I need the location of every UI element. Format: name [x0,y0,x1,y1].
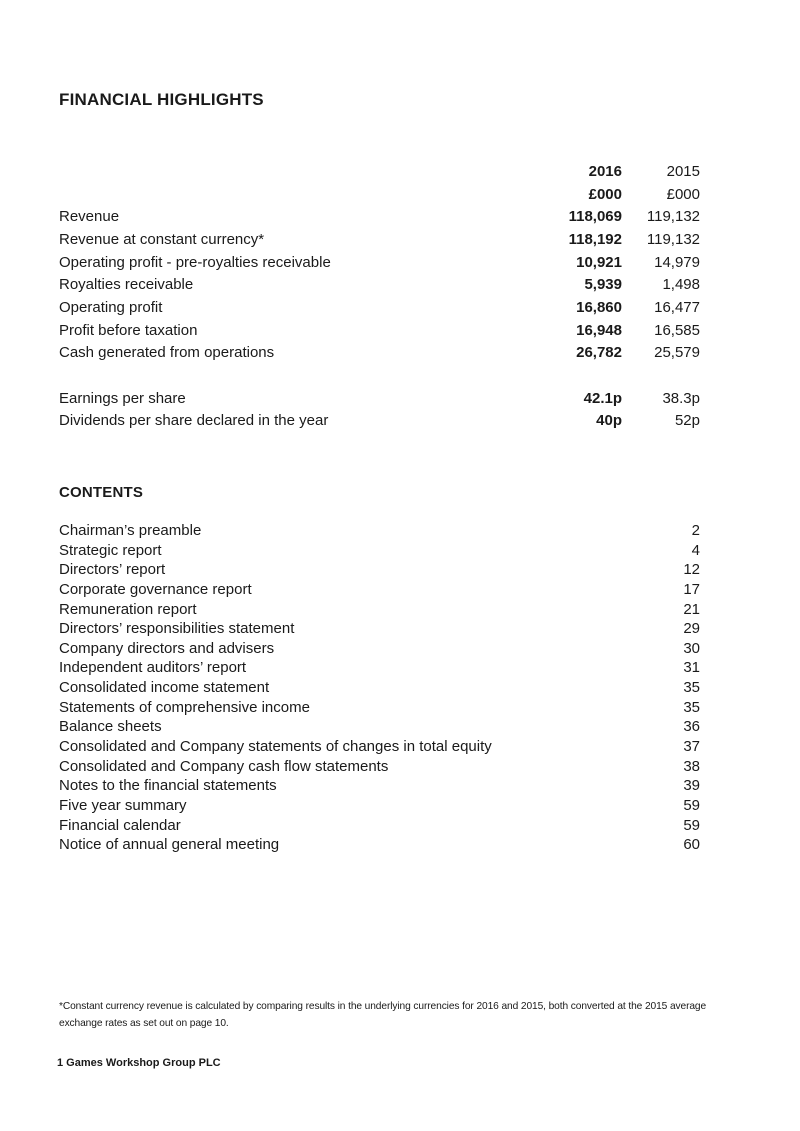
contents-item-page: 60 [683,836,700,854]
contents-item-page: 30 [683,639,700,657]
contents-item-label: Financial calendar [59,816,181,834]
contents-heading: CONTENTS [59,484,144,501]
page-footer: 1 Games Workshop Group PLC [57,1057,221,1069]
row-label: Profit before taxation [59,321,198,339]
table-row [59,251,700,274]
contents-item-label: Notes to the financial statements [59,777,277,795]
row-value-prior: 16,585 [654,321,700,339]
contents-item [59,561,700,581]
contents-item-page: 39 [683,777,700,795]
table-row [59,387,700,410]
row-label: Royalties receivable [59,276,194,294]
table-row [59,342,700,365]
empty-cell [59,183,529,206]
contents-item-page: 38 [683,757,700,775]
contents-item-page: 37 [683,738,700,756]
unit-header-prior: £000 [666,185,700,203]
row-value-current: 118,192 [568,230,622,248]
table-row [59,205,700,228]
contents-item-page: 35 [683,698,700,716]
contents-item-label: Chairman’s preamble [59,522,202,539]
row-value-current: 26,782 [576,344,622,362]
contents-item [59,718,700,738]
contents-item-page: 4 [691,541,700,559]
row-value-current: 42.1p [583,389,622,407]
year-header-current: 2016 [588,162,622,180]
empty-cell [622,364,700,387]
contents-item-label: Consolidated and Company statements of changes in total equity [59,738,492,756]
contents-item [59,679,700,699]
row-value-prior: 16,477 [654,298,700,316]
contents-item [59,542,700,562]
row-value-current: 5,939 [584,276,622,294]
contents-item-page: 31 [683,659,700,677]
table-header-unit-row [59,183,700,206]
table-spacer-row [59,364,700,387]
contents-item-label: Consolidated and Company cash flow statements [59,757,389,775]
row-value-current: 40p [596,412,622,430]
contents-item-page: 12 [683,561,700,579]
contents-item [59,836,700,856]
contents-item-page: 35 [683,679,700,697]
table-header-year-row [59,160,700,183]
contents-item-page: 36 [683,718,700,736]
row-value-prior: 119,132 [646,208,700,226]
contents-item-label: Independent auditors’ report [59,659,247,677]
table-row [59,273,700,296]
contents-item-label: Directors’ responsibilities statement [59,620,295,638]
row-value-prior: 25,579 [654,344,700,362]
row-value-current: 118,069 [568,208,622,226]
contents-item [59,659,700,679]
table-row [59,296,700,319]
contents-item-page: 29 [683,620,700,638]
contents-item-label: Directors’ report [59,561,166,579]
contents-item [59,738,700,758]
financial-highlights-table [59,160,700,432]
unit-header-current: £000 [588,185,622,203]
table-row [59,228,700,251]
contents-item-label: Balance sheets [59,718,162,736]
row-label: Operating profit [59,298,163,316]
contents-item-label: Strategic report [59,541,162,559]
row-value-current: 16,948 [576,321,622,339]
contents-item [59,620,700,640]
contents-item-label: Notice of annual general meeting [59,836,280,854]
row-value-prior: 52p [674,412,700,430]
row-label: Operating profit - pre-royalties receivable [59,253,331,271]
page-title: FINANCIAL HIGHLIGHTS [59,90,264,109]
row-label: Revenue [59,208,120,226]
contents-list [59,522,700,856]
year-header-prior: 2015 [666,162,700,180]
contents-item [59,777,700,797]
table-row [59,410,700,433]
contents-item [59,699,700,719]
row-label: Revenue at constant currency* [59,230,265,248]
empty-cell [529,364,622,387]
row-value-prior: 1,498 [662,276,700,294]
contents-item-label: Consolidated income statement [59,679,270,697]
contents-item-page: 59 [683,796,700,814]
contents-item-label: Remuneration report [59,600,197,618]
contents-item-label: Corporate governance report [59,580,252,598]
contents-item-page: 17 [683,580,700,598]
row-label: Cash generated from operations [59,344,275,362]
row-value-prior: 38.3p [662,389,700,407]
contents-item-page: 2 [691,522,700,539]
table-row [59,319,700,342]
contents-item [59,522,700,542]
contents-item-label: Company directors and advisers [59,639,275,657]
contents-item [59,581,700,601]
row-label: Dividends per share declared in the year [59,412,329,430]
row-value-current: 10,921 [576,253,622,271]
contents-item-page: 21 [683,600,700,618]
empty-cell [59,364,529,387]
footnote: *Constant currency revenue is calculated by comparing results in the underlying currencies for 2016 and 2015, both converted at the 2015 average exchange rates as set out on page 10. [59,1001,707,1029]
row-value-prior: 119,132 [646,230,700,248]
contents-item [59,758,700,778]
empty-cell [59,160,529,183]
contents-item [59,640,700,660]
row-value-current: 16,860 [576,298,622,316]
contents-item [59,797,700,817]
contents-item [59,601,700,621]
contents-item-page: 59 [683,816,700,834]
contents-item [59,817,700,837]
row-value-prior: 14,979 [654,253,700,271]
row-label: Earnings per share [59,389,186,407]
contents-item-label: Five year summary [59,796,187,814]
contents-item-label: Statements of comprehensive income [59,698,310,716]
